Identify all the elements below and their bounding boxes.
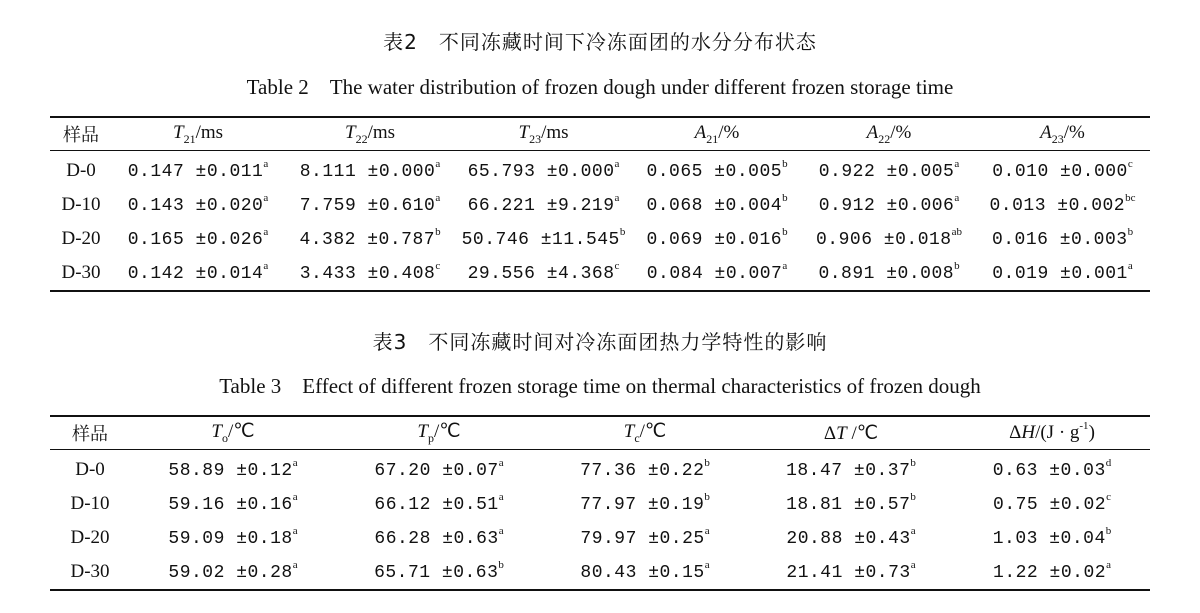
table2-header-row <box>50 117 1150 151</box>
value-cell: 66.12 ±0.51$^a$ <box>374 491 504 515</box>
value-cell: 20.88 ±0.43$^a$ <box>786 525 916 549</box>
value-cell: 0.922 ±0.005$^a$ <box>818 158 960 182</box>
value-cell: 0.065 ±0.005$^b$ <box>646 158 788 182</box>
table-row <box>50 555 1150 590</box>
table-row <box>50 521 1150 555</box>
value-cell: 50.746 ±11.545$^b$ <box>461 226 626 250</box>
sample-cell: D-0 <box>75 459 105 480</box>
table-row <box>50 450 1150 488</box>
sample-cell: D-30 <box>70 561 110 582</box>
table3-caption-cn: 表3 不同冻藏时间对冷冻面团热力学特性的影响 <box>372 330 828 354</box>
value-cell: 0.75 ±0.02$^c$ <box>993 491 1111 515</box>
value-cell: 58.89 ±0.12$^a$ <box>168 457 298 481</box>
value-cell: 67.20 ±0.07$^a$ <box>374 457 504 481</box>
table2-header-a21: $A_{21}/\%$ <box>631 117 803 151</box>
sample-cell: D-0 <box>66 160 96 181</box>
value-cell: 1.22 ±0.02$^a$ <box>993 559 1111 583</box>
table-row <box>50 256 1150 291</box>
value-cell: 0.068 ±0.004$^b$ <box>646 192 788 216</box>
table2-header-a22: $A_{22}/\%$ <box>803 117 975 151</box>
value-cell: 59.09 ±0.18$^a$ <box>168 525 298 549</box>
value-cell: 80.43 ±0.15$^a$ <box>580 559 710 583</box>
table3-header-row <box>50 416 1150 450</box>
table2-caption-cn: 表2 不同冻藏时间下冷冻面团的水分分布状态 <box>383 30 817 54</box>
value-cell: 0.912 ±0.006$^a$ <box>818 192 960 216</box>
table2-water-distribution <box>50 116 1150 292</box>
sample-cell: D-30 <box>61 262 101 283</box>
value-cell: 18.47 ±0.37$^b$ <box>786 457 916 481</box>
value-cell: 29.556 ±4.368$^c$ <box>467 260 620 284</box>
value-cell: 65.71 ±0.63$^b$ <box>374 559 504 583</box>
value-cell: 0.142 ±0.014$^a$ <box>127 260 269 284</box>
value-cell: 59.16 ±0.16$^a$ <box>168 491 298 515</box>
value-cell: 0.147 ±0.011$^a$ <box>127 158 269 182</box>
value-cell: 0.069 ±0.016$^b$ <box>646 226 788 250</box>
value-cell: 0.143 ±0.020$^a$ <box>127 192 269 216</box>
table2-caption-en: Table 2 The water distribution of frozen dough under different frozen storage time <box>246 75 954 99</box>
value-cell: 0.016 ±0.003$^b$ <box>991 226 1134 250</box>
table2-header-sample: 样品 <box>50 117 112 151</box>
value-cell: 0.019 ±0.001$^a$ <box>992 260 1133 284</box>
table-row <box>50 188 1150 222</box>
value-cell: 0.013 ±0.002$^{bc}$ <box>989 192 1136 216</box>
value-cell: 0.165 ±0.026$^a$ <box>127 226 269 250</box>
table3-header-tc: $T_c/℃$ <box>542 416 748 450</box>
table3-header-delta-h: $\Delta H/(J \cdot g^{-1})$ <box>954 416 1150 450</box>
value-cell: 66.221 ±9.219$^a$ <box>467 192 620 216</box>
value-cell: 0.010 ±0.000$^c$ <box>992 158 1133 182</box>
table3-header-delta-t: ΔT /℃ <box>748 416 954 450</box>
value-cell: 0.63 ±0.03$^d$ <box>992 457 1112 481</box>
table3-caption-en: Table 3 Effect of different frozen storage time on thermal characteristics of frozen dough <box>219 374 981 398</box>
value-cell: 3.433 ±0.408$^c$ <box>299 260 441 284</box>
value-cell: 0.891 ±0.008$^b$ <box>818 260 960 284</box>
sample-cell: D-20 <box>61 228 101 249</box>
table3-header-to: $T_o/℃$ <box>130 416 336 450</box>
table2-header-t23: $T_{23}/ms$ <box>456 117 631 151</box>
table3-header-tp: $T_p/℃$ <box>336 416 542 450</box>
value-cell: 65.793 ±0.000$^a$ <box>467 158 620 182</box>
table-row <box>50 487 1150 521</box>
table3-thermal-characteristics <box>50 415 1150 591</box>
value-cell: 59.02 ±0.28$^a$ <box>168 559 298 583</box>
value-cell: 4.382 ±0.787$^b$ <box>299 226 441 250</box>
value-cell: 77.36 ±0.22$^b$ <box>580 457 710 481</box>
table2-header-a23: $A_{23}/\%$ <box>975 117 1150 151</box>
value-cell: 79.97 ±0.25$^a$ <box>580 525 710 549</box>
value-cell: 77.97 ±0.19$^b$ <box>580 491 710 515</box>
value-cell: 66.28 ±0.63$^a$ <box>374 525 504 549</box>
table-row <box>50 151 1150 189</box>
sample-cell: D-10 <box>61 194 101 215</box>
value-cell: 7.759 ±0.610$^a$ <box>299 192 441 216</box>
table2-header-t22: $T_{22}/ms$ <box>284 117 456 151</box>
value-cell: 21.41 ±0.73$^a$ <box>786 559 916 583</box>
value-cell: 8.111 ±0.000$^a$ <box>299 158 441 182</box>
table2-header-t21: $T_{21}/ms$ <box>112 117 284 151</box>
value-cell: 18.81 ±0.57$^b$ <box>786 491 916 515</box>
table-row <box>50 222 1150 256</box>
sample-cell: D-20 <box>70 527 110 548</box>
value-cell: 0.084 ±0.007$^a$ <box>646 260 788 284</box>
value-cell: 1.03 ±0.04$^b$ <box>992 525 1112 549</box>
value-cell: 0.906 ±0.018$^{ab}$ <box>815 226 962 250</box>
table3-header-sample: 样品 <box>50 416 130 450</box>
sample-cell: D-10 <box>70 493 110 514</box>
